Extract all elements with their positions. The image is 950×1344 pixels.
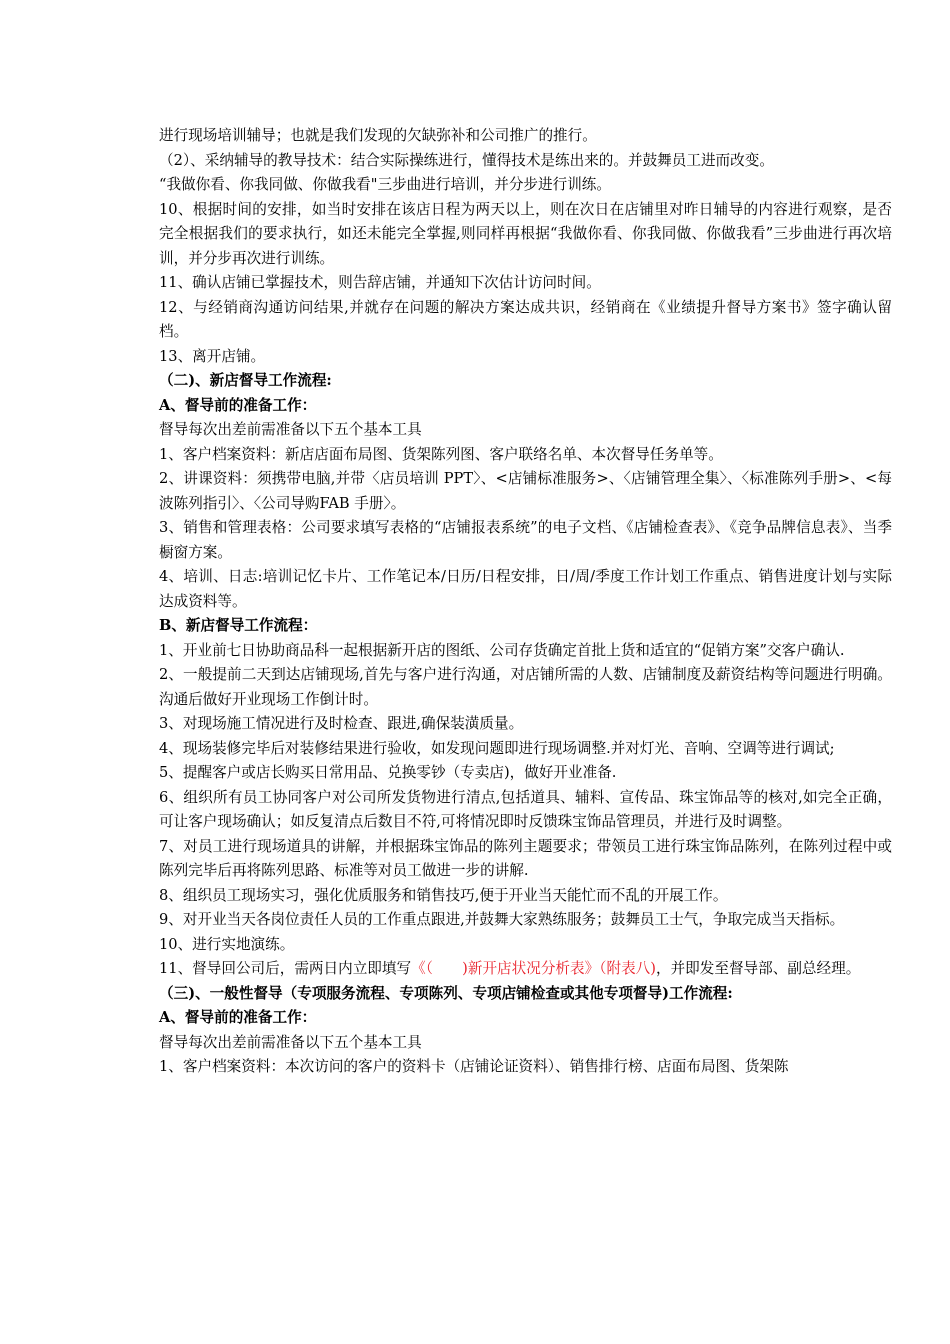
- subsection-heading: A、督导前的准备工作：: [159, 396, 317, 414]
- paragraph: 4、现场装修完毕后对装修结果进行验收，如发现问题即进行现场调整.并对灯光、音响、空调等进行调试;: [159, 739, 835, 757]
- paragraph: 督导每次出差前需准备以下五个基本工具: [159, 421, 422, 438]
- paragraph: 1、开业前七日协助商品科一起根据新开店的图纸、公司存货确定首批上货和适宜的“促销方案”交客户确认.: [159, 641, 845, 659]
- paragraph: 1、客户档案资料：新店店面布局图、货架陈列图、客户联络名单、本次督导任务单等。: [159, 445, 723, 463]
- paragraph: 11、确认店铺已掌握技术，则告辞店铺，并通知下次估计访问时间。: [159, 274, 601, 291]
- paragraph-suffix: ，并即发至督导部、副总经理。: [655, 960, 861, 977]
- subsection-heading: B、新店督导工作流程：: [159, 617, 318, 634]
- paragraph: 8、组织员工现场实习，强化优质服务和销售技巧,便于开业当天能忙而不乱的开展工作。: [159, 886, 728, 904]
- section-heading: （二)、新店督导工作流程:: [159, 372, 332, 389]
- paragraph: 12、与经销商沟通访问结果,并就存在问题的解决方案达成共识，经销商在《业绩提升督导方案书》签字确认留档。: [159, 298, 892, 340]
- subsection-heading: A、督导前的准备工作：: [159, 1009, 317, 1026]
- paragraph: （2）、采纳辅导的教导技术：结合实际操练进行，懂得技术是练出来的。并鼓舞员工进而改变。: [159, 151, 774, 169]
- section-heading: （三)、一般性督导（专项服务流程、专项陈列、专项店铺检查或其他专项督导)工作流程:: [159, 984, 733, 1002]
- paragraph-prefix: 11、督导回公司后，需两日内立即填写: [159, 960, 412, 977]
- paragraph: 4、培训、日志:培训记忆卡片、工作笔记本/日历/日程安排，日/周/季度工作计划工作重点、销售进度计划与实际达成资料等。: [159, 568, 892, 610]
- document-body: [159, 124, 892, 1080]
- paragraph: 2、讲课资料：须携带电脑,并带〈店员培训 PPT〉、<店铺标准服务>、〈店铺管理全集〉、〈标准陈列手册>、<每波陈列指引〉、〈公司导购FAB 手册〉。: [159, 470, 892, 512]
- paragraph: 7、对员工进行现场道具的讲解，并根据珠宝饰品的陈列主题要求；带领员工进行珠宝饰品陈列，在陈列过程中或陈列完毕后再将陈列思路、标准等对员工做进一步的讲解.: [159, 837, 892, 879]
- paragraph: 3、对现场施工情况进行及时检查、跟进,确保装潢质量。: [159, 715, 524, 732]
- paragraph: 10、根据时间的安排，如当时安排在该店日程为两天以上，则在次日在店铺里对昨日辅导的内容进行观察，是否完全根据我们的要求执行，如还未能完全掌握,则同样再根据“我做你看、你我同做、你做我看”三步曲进行再次培训，并分步再次进行训练。: [159, 200, 892, 267]
- paragraph: 5、提醒客户或店长购买日常用品、兑换零钞（专卖店)，做好开业准备.: [159, 764, 617, 781]
- paragraph: 9、对开业当天各岗位责任人员的工作重点跟进,并鼓舞大家熟练服务；鼓舞员工士气，争取完成当天指标。: [159, 911, 845, 928]
- highlighted-form-reference: 《（ )新开店状况分析表》（附表八): [411, 960, 656, 977]
- paragraph: 2、一般提前二天到达店铺现场,首先与客户进行沟通，对店铺所需的人数、店铺制度及薪资结构等问题进行明确。沟通后做好开业现场工作倒计时。: [159, 666, 892, 708]
- paragraph: 10、进行实地演练。: [159, 935, 295, 953]
- paragraph: 3、销售和管理表格：公司要求填写表格的“店铺报表系统”的电子文档、《店铺检查表》、《竞争品牌信息表》、当季橱窗方案。: [159, 519, 892, 561]
- paragraph: 1、客户档案资料：本次访问的客户的资料卡（店铺论证资料）、销售排行榜、店面布局图、货架陈: [159, 1058, 789, 1075]
- paragraph: 督导每次出差前需准备以下五个基本工具: [159, 1033, 422, 1051]
- paragraph: 13、离开店铺。: [159, 347, 266, 365]
- paragraph: 进行现场培训辅导；也就是我们发现的欠缺弥补和公司推广的推行。: [159, 127, 597, 144]
- paragraph-with-highlight: [159, 957, 892, 982]
- paragraph: “我做你看、你我同做、你做我看"三步曲进行培训，并分步进行训练。: [159, 176, 611, 193]
- paragraph: 6、组织所有员工协同客户对公司所发货物进行清点,包括道具、辅料、宣传品、珠宝饰品等的核对,如完全正确，可让客户现场确认；如反复清点后数目不符,可将情况即时反馈珠宝饰品管理员，并进行及时调整。: [159, 788, 892, 830]
